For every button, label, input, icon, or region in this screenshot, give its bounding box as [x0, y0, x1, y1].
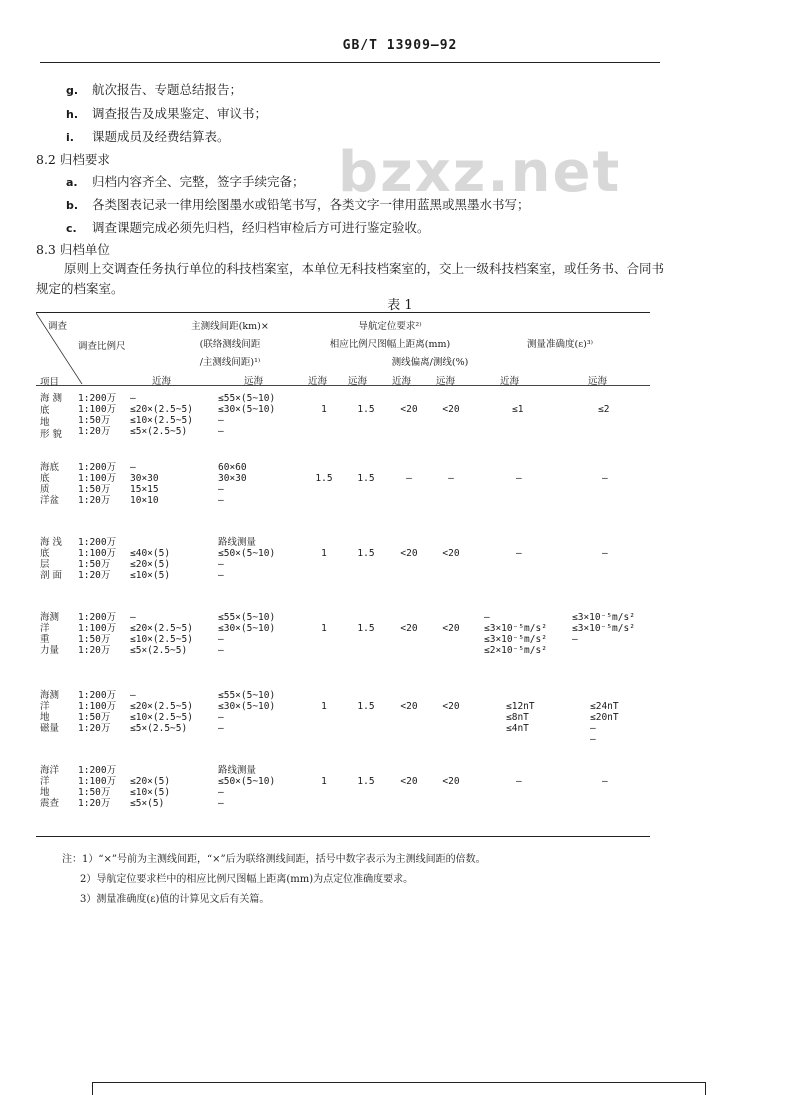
header-far: 远海: [588, 376, 608, 387]
header-near: 近海: [308, 376, 328, 387]
header-accuracy: 测量准确度(ε)³⁾: [527, 339, 593, 350]
header-nav-dist: 相应比例尺图幅上距离(mm): [329, 339, 451, 350]
list-item: c. 调查课题完成必须先归档，经归档审检后方可进行鉴定验收。: [66, 220, 430, 235]
header-main-line-3: /主测线间距)¹⁾: [199, 357, 261, 368]
item-name: 海 浅 底 层 剖 面: [40, 537, 63, 581]
list-item: a. 归档内容齐全、完整，签字手续完备；: [66, 174, 305, 189]
table-note: 3）测量准确度(ε)值的计算见文后有关篇。: [80, 894, 270, 905]
item-name: 海测 洋 地 磁量: [40, 690, 60, 734]
footer-frame: [92, 1082, 706, 1095]
list-item: h. 调查报告及成果鉴定、审议书；: [66, 106, 268, 121]
standard-code-header: GB/T 13909—92: [342, 38, 458, 53]
header-near: 近海: [152, 376, 172, 387]
header-scale: 调查比例尺: [78, 341, 126, 352]
header-line-dev: 测线偏离/测线(%): [391, 357, 469, 368]
header-far: 远海: [244, 376, 264, 387]
item-name: 海 测 底 地 形 貌: [40, 393, 63, 440]
table-bottom-rule: [36, 836, 650, 837]
header-rule: [40, 62, 660, 63]
header-far: 远海: [348, 376, 368, 387]
list-item: i. 课题成员及经费结算表。: [66, 129, 230, 144]
list-item: b. 各类图表记录一律用绘图墨水或铅笔书写，各类文字一律用蓝黑或黑墨水书写；: [66, 197, 530, 212]
header-item: 项目: [40, 377, 60, 388]
item-name: 海测 洋 重 力量: [40, 612, 60, 656]
paragraph: 原则上交调查任务执行单位的科技档案室，本单位无科技档案室的，交上一级科技档案室，或任务书、合同书规定的档案室。: [36, 261, 665, 296]
item-name: 海洋 洋 地 震查: [40, 765, 60, 809]
near-spacing: — ≤20×(2.5~5) ≤10×(2.5~5) ≤5×(2.5~5): [130, 393, 193, 437]
item-name: 海底 底 质 洋盆: [40, 462, 60, 506]
scale-list: 1:200万 1:100万 1:50万 1:20万: [78, 393, 117, 437]
header-main-line: 主测线间距(km)×: [191, 321, 269, 332]
table-note: 2）导航定位要求栏中的相应比例尺图幅上距离(mm)为点定位准确度要求。: [80, 874, 414, 885]
table-header-rule: [36, 385, 650, 386]
table-note: 注：1）“×”号前为主测线间距，“×”后为联络测线间距，括号中数字表示为主测线间距的倍数。: [62, 854, 486, 865]
list-item: g. 航次报告、专题总结报告；: [66, 82, 243, 97]
document-page: GB/T 13909—92 bzxz.net g. 航次报告、专题总结报告； h. 调查报告及成果鉴定、审议书； i. 课题成员及经费结算表。 8.2 归档要求 a. 归档内容齐全、完整，签字手续完备； b. 各类图表记录一律用绘图墨水或铅笔书写，各类文字一律用蓝黑或黑墨水书写； c. 调查课题完成必须先归档，经归档审检后方可进行鉴定验收。 8.3 归档单位 原则上交调查任务执行单位的科技档案室，本单位无科技档案室的，交上一级科技档案室，或任务书、合同书规定的档案室。 表 1 调查 调查比例尺 项目 主测线间距(km)× (联络测线间距 /主测线间距)¹⁾ 导航定位要求²⁾ 相应比例尺图幅上距离(mm) 测线偏离/测线(%) 测量准确度(ε)³⁾ 近海 远海 近海 远海 近海 远海 近海 远海 海 测 底 地 形 貌 1:200万 1:100万 1:50万 1:20万 — ≤20×(2.5~5) ≤10×(2.5~5) ≤5×(2.5~5) ≤55×(5~10) ≤30×(5~10) — — 1 1.5 <20 <20 ≤1 ≤2 海底 底 质 洋盆 1:200万 1:100万 1:50万 1:20万 — 30×30 15×15 10×10 60×60 30×30 — — 1.5 1.5 — — — — 海 浅 底 层 剖 面 1:200万 1:100万 1:50万 1:20万 ≤40×(5) ≤20×(5) ≤10×(5) 路线测量 ≤50×(5~10) — — 1 1.5 <20 <20 — — 海测 洋 重 力量 1:200万 1:100万 1:50万 1:20万 — ≤20×(2.5~5) ≤10×(2.5~5) ≤5×(2.5~5) ≤55×(5~10) ≤30×(5~10) — — 1 1.5 <20 <20 — ≤3×10⁻⁵m/s² ≤3×10⁻⁵m/s² ≤2×10⁻⁵m/s² ≤3×10⁻⁵m/s² ≤3×10⁻⁵m/s² — 海测 洋 地 磁量 1:200万 1:100万 1:50万 1:20万 — ≤20×(2.5~5) ≤10×(2.5~5) ≤5×(2.5~5) ≤55×(5~10) ≤30×(5~10) — — 1 1.5 <20 <20 ≤12nT ≤8nT ≤4nT ≤24nT ≤20nT — — 海洋 洋 地 震查 1:200万 1:100万 1:50万 1:20万 ≤20×(5) ≤10×(5) ≤5×(5) 路线测量 ≤50×(5~10) — — 1 1.5 <20 <20 — — 注：1）“×”号前为主测线间距，“×”后为联络测线间距，括号中数字表示为主测线间距的倍数。 2）导航定位要求栏中的相应比例尺图幅上距离(mm)为点定位准确度要求。 3）测量准确度(ε)值的计算见文后有关篇。: [0, 0, 800, 1091]
table-caption: 表 1: [387, 298, 413, 313]
header-main-line-2: (联络测线间距: [199, 339, 261, 350]
header-survey: 调查: [48, 321, 68, 332]
header-near: 近海: [500, 376, 520, 387]
table-top-rule: [36, 312, 650, 313]
header-nav-req: 导航定位要求²⁾: [358, 321, 422, 332]
far-spacing: ≤55×(5~10) ≤30×(5~10) — —: [218, 393, 276, 437]
header-far: 远海: [436, 376, 456, 387]
section-heading: 8.2 归档要求: [36, 152, 110, 167]
section-heading: 8.3 归档单位: [36, 242, 110, 257]
watermark: bzxz.net: [338, 140, 622, 205]
header-near: 近海: [392, 376, 412, 387]
